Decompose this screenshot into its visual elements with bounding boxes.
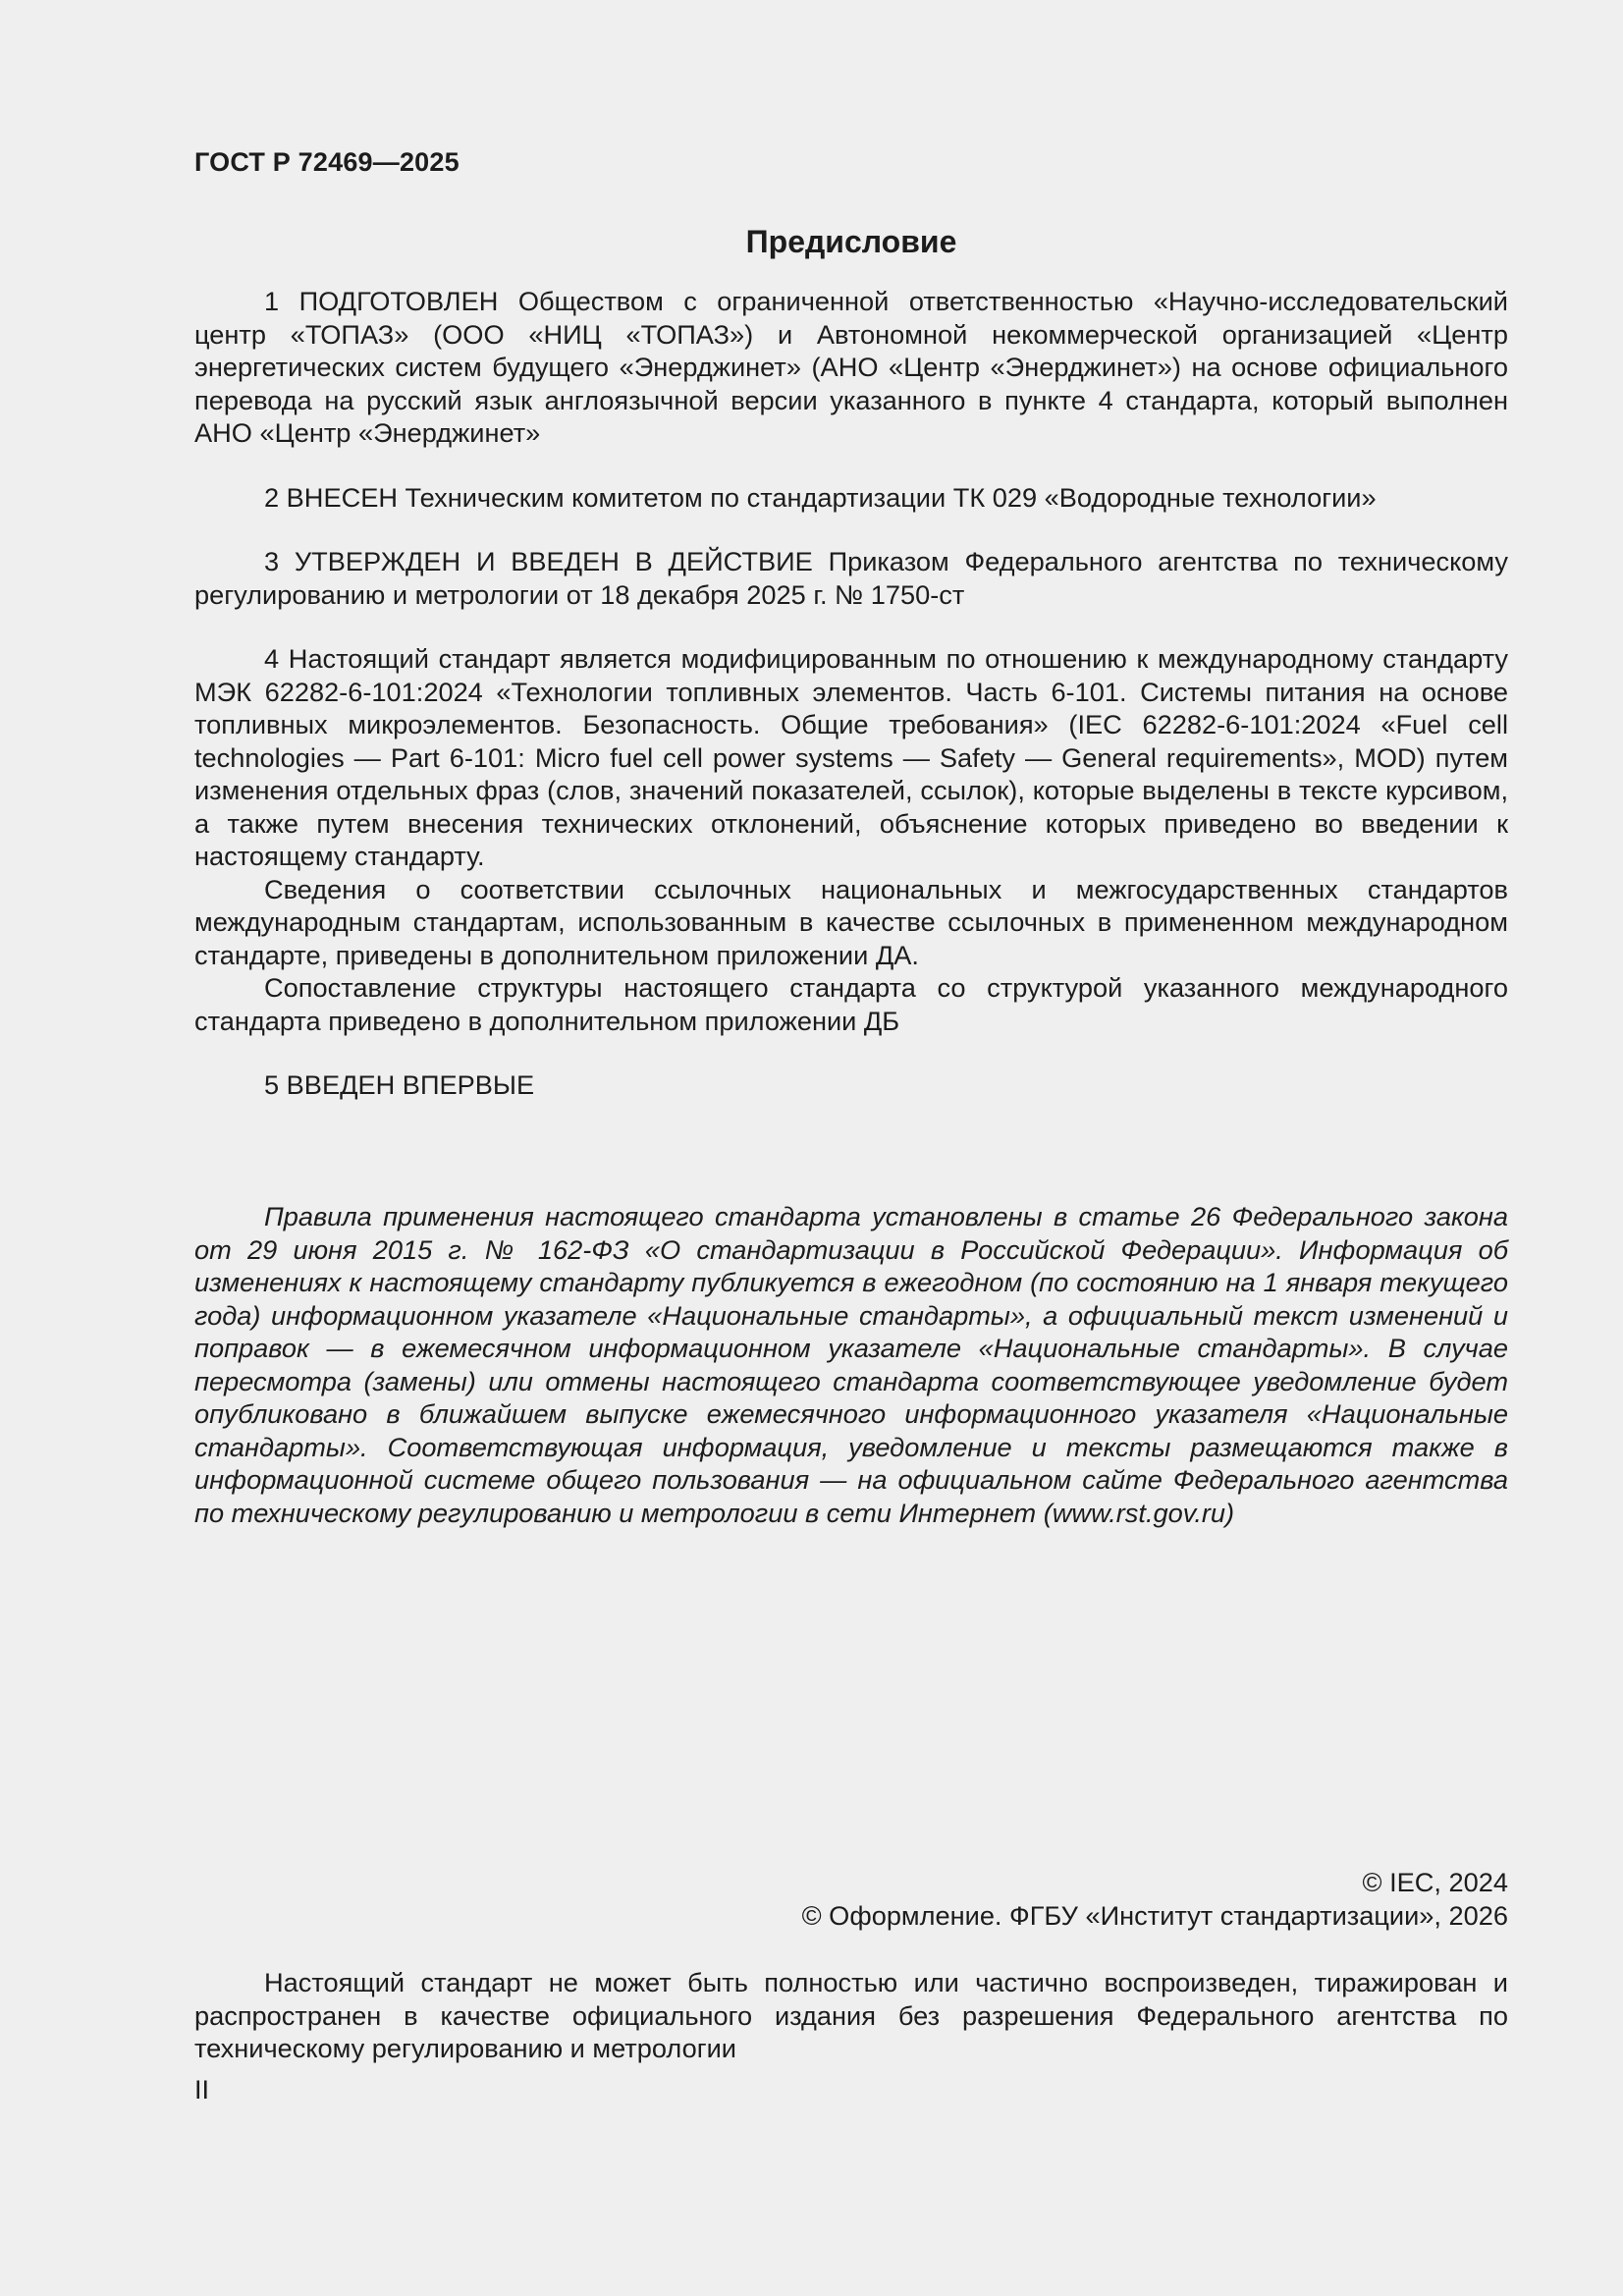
copyright-design: © Оформление. ФГБУ «Институт стандартизации», 2026 [801, 1900, 1508, 1931]
section-4: 4 Настоящий стандарт является модифицированным по отношению к международному стандарту МЭК 62282-6-101:2024 «Технологии топливных элементов. Часть 6-101. Системы питания на основе топливных микроэлементов. Безопасность. Общие требования» (IEC 62282-6-101:2024 «Fuel cell technologies — Part 6-101: Micro fuel cell power systems — Safety — General requirements», MOD) путем изменения отдельных фраз (слов, значений показателей, ссылок), которые выделены в тексте курсивом, а также путем внесения технических отклонений, объяснение которых приведено во введении к настоящему стандарту. [194, 643, 1508, 871]
document-id: ГОСТ Р 72469—2025 [194, 147, 460, 177]
section-2: 2 ВНЕСЕН Техническим комитетом по стандартизации ТК 029 «Водородные технологии» [264, 481, 1377, 513]
section-1: 1 ПОДГОТОВЛЕН Обществом с ограниченной ответственностью «Научно-исследовательский центр «ТОПАЗ» (ООО «НИЦ «ТОПАЗ») и Автономной некоммерческой организацией «Центр энергетических систем будущего «Энерджинет» (АНО «Центр «Энерджинет») на основе официального перевода на русский язык англоязычной версии указанного в пункте 4 стандарта, который выполнен АНО «Центр «Энерджинет» [194, 286, 1508, 448]
preface-body [194, 285, 1508, 1102]
section-4-paragraph-2: Сведения о соответствии ссылочных национальных и межгосударственных стандартов международным стандартам, использованным в качестве ссылочных в примененном международном стандарте, приведены в дополнительном приложении ДА. [194, 873, 1508, 970]
section-3: 3 УТВЕРЖДЕН И ВВЕДЕН В ДЕЙСТВИЕ Приказом Федерального агентства по техническому регулированию и метрологии от 18 декабря 2025 г. № 1750-ст [194, 546, 1508, 610]
document-page [194, 0, 1508, 2296]
page-title: Предисловие [745, 224, 957, 259]
section-5: 5 ВВЕДЕН ВПЕРВЫЕ [264, 1069, 535, 1100]
copyright-block [194, 1866, 1508, 1933]
copyright-iec: © IEC, 2024 [1362, 1867, 1508, 1897]
reproduction-notice [194, 1966, 1508, 2065]
section-4-paragraph-3: Сопоставление структуры настоящего стандарта со структурой указанного международного стандарта приведено в дополнительном приложении ДБ [194, 972, 1508, 1036]
reproduction-notice-text: Настоящий стандарт не может быть полностью или частично воспроизведен, тиражирован и распространен в качестве официального издания без разрешения Федерального агентства по техническому регулированию и метрологии [194, 1967, 1508, 2063]
application-rules [194, 1200, 1508, 1529]
application-rules-text: Правила применения настоящего стандарта установлены в статье 26 Федерального закона от 29 июня 2015 г. № 162-ФЗ «О стандартизации в Российской Федерации». Информация об изменениях к настоящему стандарту публикуется в ежегодном (по состоянию на 1 января текущего года) информационном указателе «Национальные стандарты», а официальный текст изменений и поправок — в ежемесячном информационном указателе «Национальные стандарты». В случае пересмотра (замены) или отмены настоящего стандарта соответствующее уведомление будет опубликовано в ближайшем выпуске ежемесячного информационного указателя «Национальные стандарты». Соответствующая информация, уведомление и тексты размещаются также в информационной системе общего пользования — на официальном сайте Федерального агентства по техническому регулированию и метрологии в сети Интернет (www.rst.gov.ru) [194, 1201, 1508, 1528]
page-number: II [194, 2074, 210, 2105]
